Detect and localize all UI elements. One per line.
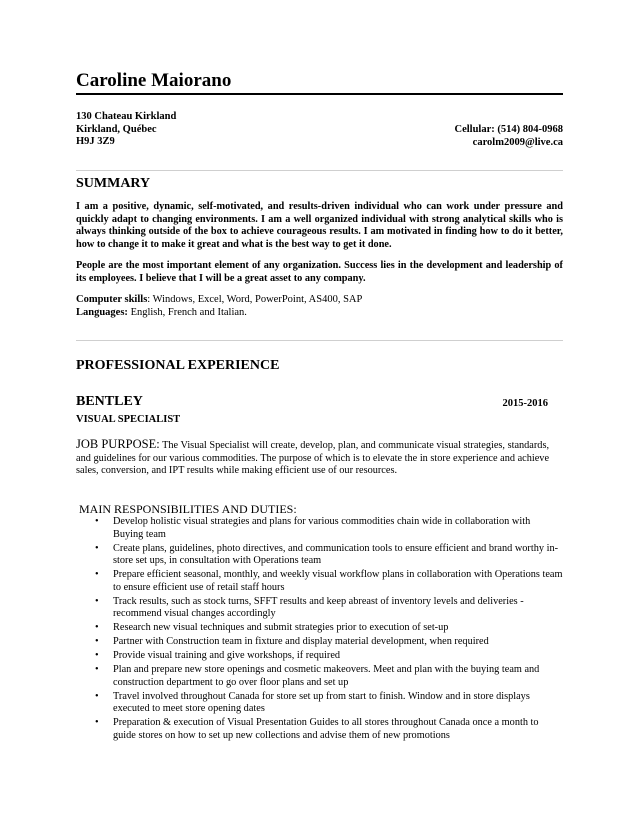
duty-text: Provide visual training and give workshops, if required [113,650,341,662]
bullet-icon: • [95,717,99,729]
employment-dates: 2015-2016 [502,398,548,409]
duty-text: Travel involved throughout Canada for store set up from start to finish. Window and in store displays executed to meet store opening dates [113,690,530,715]
duties-list [91,516,563,744]
responsibilities-heading: MAIN RESPONSIBILITIES AND DUTIES: [79,502,297,516]
bullet-icon: • [95,622,99,634]
computer-skills-line [76,294,362,307]
computer-skills-value: : Windows, Excel, Word, PowerPoint, AS400, SAP [147,294,363,305]
section-divider [76,170,563,171]
phone-number: Cellular: (514) 804-0968 [454,124,563,135]
languages-label: Languages: [76,306,128,318]
computer-skills-label: Computer skills [76,294,148,305]
duty-text: Preparation & execution of Visual Presentation Guides to all stores throughout Canada once a month to guide stores on how to set up new collections and advise them of new promotions [113,717,539,742]
bullet-icon: • [95,664,99,676]
languages-value: English, French and Italian. [127,306,247,318]
duty-item [91,717,563,742]
address-block [76,111,176,149]
skills-block [76,294,362,319]
address-line: H9J 3Z9 [76,136,115,147]
duty-text: Prepare efficient seasonal, monthly, and weekly visual workflow plans in collaboration with Operations team to ensure efficient use of retail staff hours [113,569,563,593]
duty-item [91,691,563,716]
job-purpose-label: JOB PURPOSE: [76,437,160,451]
bullet-icon: • [95,569,99,581]
duty-item [91,596,563,621]
job-title: VISUAL SPECIALIST [76,414,181,425]
duty-text: Create plans, guidelines, photo directives, and communication tools to ensure efficient and brand worthy in-store set ups, in consultation with Operations team [113,542,559,567]
header-rule [76,93,563,95]
duty-item [91,650,563,663]
summary-paragraph: I am a positive, dynamic, self-motivated, and results-driven individual who can work under pressure and quickly adapt to changing environments. I am a well organized individual with strong analytical skills who is always thinking outside of the box to achieve courageous results. I am motivated in finding how to do it better, how to change it to make it great and what is the best way to get it done. [76,201,563,250]
bullet-icon: • [95,542,99,554]
bullet-icon: • [95,650,99,662]
section-divider [76,340,563,341]
contact-block [455,124,563,149]
address-line: Kirkland, Québec [76,123,157,135]
duty-text: Plan and prepare new store openings and cosmetic makeovers. Meet and plan with the buying team and construction department to go over floor plans and set up [113,664,540,688]
duty-text: Research new visual techniques and submit strategies prior to execution of set-up [113,622,449,634]
summary-heading: SUMMARY [76,176,151,191]
duty-item [91,622,563,635]
languages-line [76,307,362,320]
address-line: 130 Chateau Kirkland [76,111,177,122]
duty-text: Track results, such as stock turns, SFFT results and keep abreast of inventory levels and deliveries - recommend visual changes accordingly [113,595,524,620]
duty-item [91,636,563,649]
email-address: carolm2009@live.ca [472,136,563,148]
bullet-icon: • [95,595,99,607]
job-purpose [76,438,556,478]
bullet-icon: • [95,636,99,648]
duty-item [91,543,563,568]
duty-text: Develop holistic visual strategies and plans for various commodities chain wide in collaboration with Buying team [113,516,531,540]
duty-item [91,664,563,689]
job-purpose-text: The Visual Specialist will create, develop, plan, and communicate visual strategies, standards, and guidelines for our various commodities. The purpose of which is to elevate the in store experience and achieve sales, conversion, and IPT results while making efficient use of our resources. [76,440,550,477]
bullet-icon: • [95,516,99,527]
experience-heading: PROFESSIONAL EXPERIENCE [76,358,280,373]
duty-item [91,569,563,594]
duty-item [91,516,563,541]
bullet-icon: • [95,690,99,702]
summary-paragraph-people: People are the most important element of any organization. Success lies in the development and leadership of its employees. I believe that I will be a great asset to any company. [76,260,563,284]
company-name: BENTLEY [76,394,143,409]
duty-text: Partner with Construction team in fixture and display material development, when required [113,636,489,648]
candidate-name: Caroline Maiorano [76,70,232,91]
